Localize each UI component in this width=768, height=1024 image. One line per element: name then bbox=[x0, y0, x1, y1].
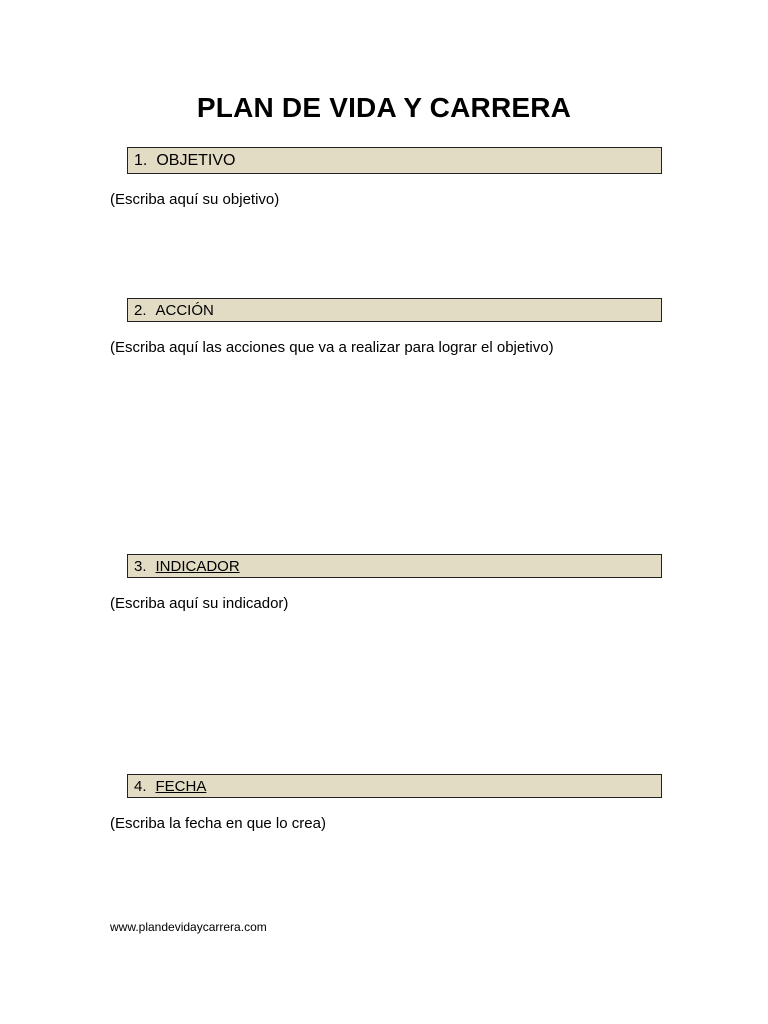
section-number: 1. bbox=[134, 151, 148, 169]
page-title: PLAN DE VIDA Y CARRERA bbox=[196, 92, 572, 123]
section-instruction-fecha: (Escriba la fecha en que lo crea) bbox=[110, 815, 326, 832]
section-label: ACCIÓN bbox=[155, 301, 214, 319]
section-label: INDICADOR bbox=[155, 557, 240, 575]
section-header-fecha bbox=[127, 774, 662, 798]
section-header-accion bbox=[127, 298, 662, 322]
section-instruction-indicador: (Escriba aquí su indicador) bbox=[110, 595, 289, 612]
section-number: 2. bbox=[134, 301, 147, 319]
section-header-indicador bbox=[127, 554, 662, 578]
section-header-objetivo bbox=[127, 147, 662, 174]
section-number: 3. bbox=[134, 557, 147, 575]
section-label: OBJETIVO bbox=[156, 151, 236, 169]
section-label: FECHA bbox=[155, 777, 207, 795]
section-number: 4. bbox=[134, 777, 147, 795]
section-instruction-accion: (Escriba aquí las acciones que va a realizar para lograr el objetivo) bbox=[110, 339, 554, 356]
footer-website: www.plandevidaycarrera.com bbox=[110, 920, 267, 934]
section-instruction-objetivo: (Escriba aquí su objetivo) bbox=[110, 191, 280, 208]
